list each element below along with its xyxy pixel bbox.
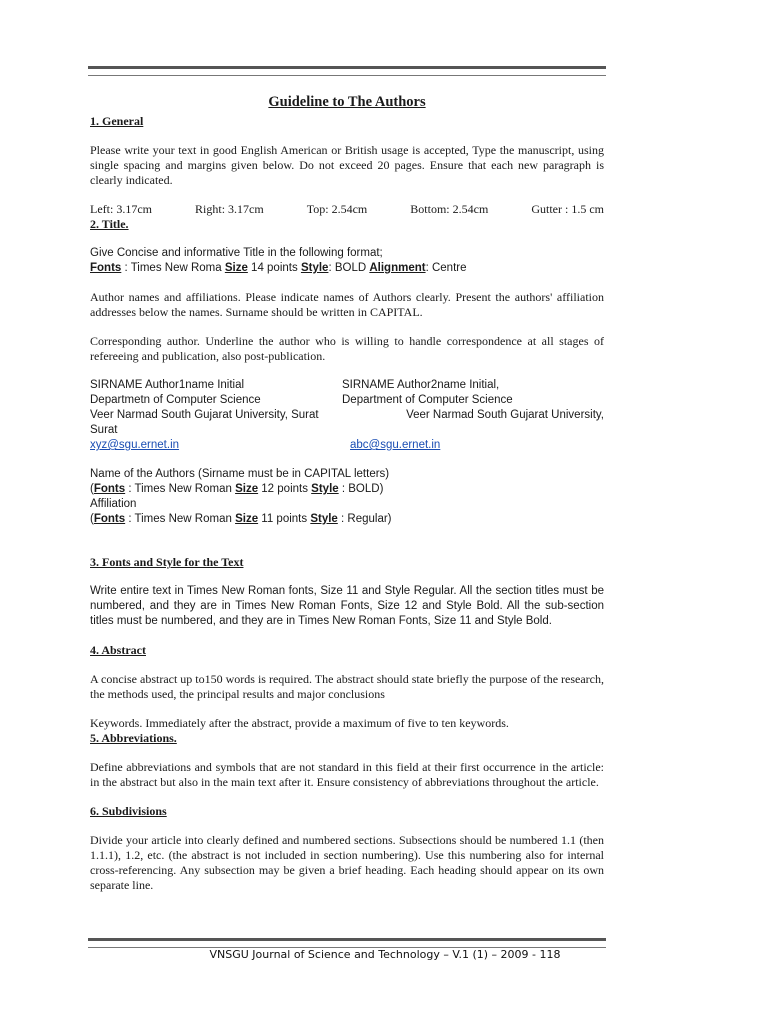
author-names-paragraph: Author names and affiliations. Please indicate names of Authors clearly. Present the authors' affiliation addresses below the names. Surname should be written in CAPITAL. — [90, 290, 604, 319]
page-footer: VNSGU Journal of Science and Technology – V.1 (1) – 2009 - 118 — [209, 948, 561, 961]
abbreviations-paragraph: Define abbreviations and symbols that are not standard in this field at their first occurrence in the article: in the abstract but also in the main text after it. Ensure consistency of abbreviations throughout the article. — [90, 760, 604, 789]
fonts-value: : Times New Roman — [125, 483, 236, 495]
author1-name: SIRNAME Author1name Initial — [90, 379, 245, 391]
author1-column — [90, 378, 342, 453]
corresponding-author-paragraph: Corresponding author. Underline the author who is willing to handle correspondence at all stages of refereeing and publication, also post-publication. — [90, 334, 604, 363]
author2-column — [342, 378, 604, 453]
margins-line — [90, 202, 604, 217]
author2-univ: Veer Narmad South Gujarat University, — [406, 409, 604, 421]
author2-name: SIRNAME Author2name Initial, — [342, 379, 500, 391]
margin-gutter: Gutter : 1.5 cm — [531, 202, 604, 216]
style-value: : BOLD — [328, 262, 370, 274]
size-label: Size — [235, 483, 259, 495]
author1-univ: Veer Narmad South Gujarat University, Surat — [90, 409, 319, 421]
title-format-spec — [90, 261, 604, 276]
subdivisions-paragraph: Divide your article into clearly defined and numbered sections. Subsections should be numbered 1.1 (then 1.1.1), 1.2, etc. (the abstract is not included in section numbering). Use this numbering also for internal cross-referencing. Any subsection may be given a brief heading. Each heading should appear on its own separate line. — [90, 833, 604, 892]
author-name-format-line: Name of the Authors (Sirname must be in CAPITAL letters) — [90, 468, 390, 480]
document-title: Guideline to The Authors — [268, 94, 426, 110]
section-heading-general: 1. General — [90, 114, 144, 128]
size-value: 11 points — [258, 513, 311, 525]
author2-dept: Department of Computer Science — [342, 394, 513, 406]
general-paragraph: Please write your text in good English American or British usage is accepted, Type the manuscript, using single spacing and margins given below. Do not exceed 20 pages. Ensure that each new paragraph is clearly indicated. — [90, 143, 604, 187]
style-value: : Regular) — [337, 513, 392, 525]
fonts-value: : Times New Roma — [121, 262, 225, 274]
style-label: Style — [311, 483, 339, 495]
fonts-label: Fonts — [90, 262, 122, 274]
section-heading-abstract: 4. Abstract — [90, 643, 146, 657]
author-name-format-spec — [90, 482, 604, 497]
style-label: Style — [310, 513, 338, 525]
alignment-label: Alignment — [369, 262, 426, 274]
header-rule — [88, 66, 606, 76]
document-page — [90, 95, 604, 893]
abstract-paragraph: A concise abstract up to150 words is required. The abstract should state briefly the purpose of the research, the methods used, the principal results and major conclusions — [90, 672, 604, 701]
size-label: Size — [235, 513, 259, 525]
affiliation-format-spec — [90, 512, 604, 527]
fonts-paragraph: Write entire text in Times New Roman fonts, Size 11 and Style Regular. All the section titles must be numbered, and they are in Times New Roman Fonts, Size 12 and Style Bold. All the sub-section titles must be numbered, and they are in Times New Roman Fonts, Size 11 and Style Bold. — [90, 585, 604, 627]
author1-city: Surat — [90, 424, 118, 436]
author2-email-link[interactable]: abc@sgu.ernet.in — [350, 439, 441, 451]
section-heading-subdivisions: 6. Subdivisions — [90, 804, 167, 818]
style-value: : BOLD) — [338, 483, 384, 495]
style-label: Style — [300, 262, 329, 274]
author-block — [90, 378, 604, 453]
alignment-value: : Centre — [425, 262, 467, 274]
fonts-label: Fonts — [93, 513, 126, 525]
size-value: 14 points — [247, 262, 301, 274]
paren-open: ( — [90, 513, 94, 525]
section-heading-title: 2. Title. — [90, 217, 129, 231]
paren-open: ( — [90, 483, 94, 495]
fonts-value: : Times New Roman — [125, 513, 236, 525]
margin-right: Right: 3.17cm — [195, 202, 264, 216]
margin-left: Left: 3.17cm — [90, 202, 152, 216]
author1-email-link[interactable]: xyz@sgu.ernet.in — [90, 439, 180, 451]
margin-top: Top: 2.54cm — [306, 202, 368, 216]
size-value: 12 points — [258, 483, 312, 495]
author1-dept: Departmetn of Computer Science — [90, 394, 261, 406]
margin-bottom: Bottom: 2.54cm — [410, 202, 489, 216]
section-heading-fonts: 3. Fonts and Style for the Text — [90, 555, 244, 569]
section-heading-abbreviations: 5. Abbreviations. — [90, 731, 177, 745]
footer-rule — [88, 938, 606, 948]
keywords-paragraph: Keywords. Immediately after the abstract, provide a maximum of five to ten keywords. — [90, 716, 509, 730]
size-label: Size — [224, 262, 248, 274]
title-format-intro: Give Concise and informative Title in the following format; — [90, 247, 383, 259]
fonts-label: Fonts — [93, 483, 126, 495]
affiliation-line: Affiliation — [90, 498, 137, 510]
